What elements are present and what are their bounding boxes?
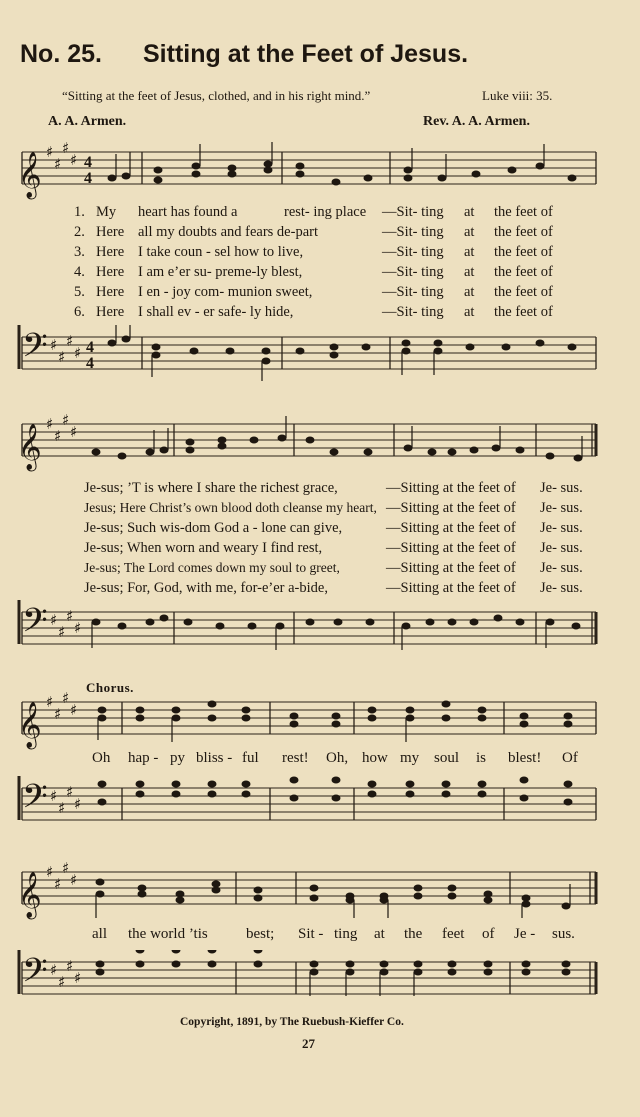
lyric: at <box>464 244 475 260</box>
svg-text:♯: ♯ <box>58 973 66 991</box>
svg-text:♯: ♯ <box>46 693 54 711</box>
system1-bass-staff <box>0 325 640 385</box>
lyric: ting <box>334 926 358 942</box>
svg-text:4: 4 <box>84 154 92 171</box>
staff-lines <box>22 788 596 820</box>
lyric: the feet of <box>494 284 553 300</box>
lyric: Here <box>96 304 125 320</box>
lyric: Je- sus. <box>540 560 583 576</box>
lyric: Je - <box>514 926 536 942</box>
svg-text:♯: ♯ <box>66 607 74 625</box>
lyric: all my doubts and fears de-part <box>138 224 318 240</box>
lyric: hap - <box>128 750 159 766</box>
svg-text:♯: ♯ <box>58 348 66 366</box>
chorus1-treble-staff <box>0 690 640 750</box>
verse-line <box>0 204 640 222</box>
lyric: rest- ing place <box>284 204 367 220</box>
lyric: —Sitting at the feet of <box>386 540 516 556</box>
lyric: Je- sus. <box>540 480 583 496</box>
svg-text:♯: ♯ <box>74 344 82 362</box>
verse-number: 1. <box>74 204 85 220</box>
verse-line <box>0 304 640 322</box>
lyric: —Sitting at the feet of <box>386 580 516 596</box>
lyric: I shall ev - er safe- ly hide, <box>138 304 294 320</box>
svg-text:♯: ♯ <box>58 623 66 641</box>
copyright-notice: Copyright, 1891, by The Ruebush-Kieffer Co. <box>180 1016 404 1028</box>
svg-text:♯: ♯ <box>74 969 82 987</box>
verse-line <box>0 520 640 538</box>
lyric: the feet of <box>494 204 553 220</box>
lyric: at <box>464 264 475 280</box>
epigraph-reference: Luke viii: 35. <box>482 88 553 103</box>
lyric: Je-sus; ’T is where I share the richest grace, <box>84 480 338 496</box>
svg-text:♯: ♯ <box>54 427 62 445</box>
page-number: 27 <box>302 1036 315 1051</box>
lyric: the <box>404 926 423 942</box>
lyric: —Sitting at the feet of <box>386 520 516 536</box>
lyric: the feet of <box>494 304 553 320</box>
svg-text:♯: ♯ <box>66 957 74 975</box>
lyric: —Sit- ting <box>382 204 444 220</box>
chorus-label: Chorus. <box>86 680 134 695</box>
verse-number: 3. <box>74 244 85 260</box>
svg-text:♯: ♯ <box>62 690 70 707</box>
treble-clef-icon: 𝄞 <box>18 702 42 748</box>
verse-line <box>0 560 640 578</box>
system2-bass-staff <box>0 600 640 660</box>
lyric: Jesus; Here Christ’s own blood doth cleanse my heart, <box>84 500 377 515</box>
lyric: Of <box>562 750 578 766</box>
svg-text:♯: ♯ <box>74 619 82 637</box>
time-signature-icon <box>84 154 92 187</box>
lyric: heart has found a <box>138 204 238 220</box>
svg-text:♯: ♯ <box>50 611 58 629</box>
lyric: sus. <box>552 926 575 942</box>
hymn-title: Sitting at the Feet of Jesus. <box>143 40 469 68</box>
lyric: best; <box>246 926 275 942</box>
lyric: Je- sus. <box>540 500 583 516</box>
notes <box>96 950 571 996</box>
svg-text:♯: ♯ <box>62 412 70 429</box>
system2-treble-staff <box>0 412 640 472</box>
svg-text:♯: ♯ <box>70 423 78 441</box>
lyric: Je-sus; Such wis-dom God a - lone can give, <box>84 520 343 536</box>
treble-clef-icon: 𝄞 <box>18 424 42 470</box>
svg-text:♯: ♯ <box>62 140 70 157</box>
lyric: at <box>374 926 385 942</box>
lyric: —Sit- ting <box>382 224 444 240</box>
svg-text:♯: ♯ <box>50 336 58 354</box>
lyricist-credit: Rev. A. A. Armen. <box>423 114 530 129</box>
lyric: —Sitting at the feet of <box>386 560 516 576</box>
hymn-number: No. 25. <box>20 40 102 68</box>
bass-clef-icon: 𝄢 <box>22 778 48 824</box>
lyric: I en - joy com- munion sweet, <box>138 284 313 300</box>
lyric: how <box>362 750 388 766</box>
bass-clef-icon: 𝄢 <box>22 602 48 648</box>
lyric: Je- sus. <box>540 540 583 556</box>
svg-text:4: 4 <box>86 355 94 372</box>
lyric: I am e’er su- preme-ly blest, <box>138 264 303 280</box>
lyric: —Sit- ting <box>382 304 444 320</box>
svg-text:♯: ♯ <box>70 701 78 719</box>
lyric: my <box>400 750 420 766</box>
lyric: Oh <box>92 750 111 766</box>
svg-text:♯: ♯ <box>46 415 54 433</box>
notes <box>92 416 583 462</box>
treble-clef-icon: 𝄞 <box>18 872 42 918</box>
lyric: —Sit- ting <box>382 284 444 300</box>
lyric: at <box>464 204 475 220</box>
lyric: My <box>96 204 117 220</box>
bass-clef-icon: 𝄢 <box>22 952 48 998</box>
lyric: rest! <box>282 750 309 766</box>
verse-line <box>0 500 640 518</box>
svg-text:♯: ♯ <box>54 705 62 723</box>
chorus2-treble-staff <box>0 860 640 920</box>
lyric: —Sitting at the feet of <box>386 500 516 516</box>
bass-clef-icon: 𝄢 <box>22 327 48 373</box>
verse-line <box>0 224 640 242</box>
verse-line <box>0 284 640 302</box>
lyric: Je-sus; The Lord comes down my soul to greet, <box>84 560 340 575</box>
lyric: of <box>482 926 495 942</box>
lyric: Je- sus. <box>540 580 583 596</box>
notes <box>98 701 573 743</box>
verse-number: 2. <box>74 224 85 240</box>
lyric: at <box>464 224 475 240</box>
chorus2-bass-staff <box>0 950 640 1010</box>
lyric: Sit - <box>298 926 324 942</box>
svg-text:♯: ♯ <box>54 155 62 173</box>
system1-treble-staff <box>0 140 640 200</box>
lyric: at <box>464 304 475 320</box>
svg-text:♯: ♯ <box>50 787 58 805</box>
svg-text:♯: ♯ <box>58 799 66 817</box>
staff-lines <box>22 612 596 644</box>
svg-text:♯: ♯ <box>66 783 74 801</box>
epigraph: “Sitting at the feet of Jesus, clothed, and in his right mind.” <box>62 88 371 103</box>
lyric: —Sitting at the feet of <box>386 480 516 496</box>
svg-text:4: 4 <box>86 339 94 356</box>
staff-lines <box>22 702 596 734</box>
svg-text:♯: ♯ <box>54 875 62 893</box>
svg-text:♯: ♯ <box>74 795 82 813</box>
lyric: Here <box>96 224 125 240</box>
lyric: I take coun - sel how to live, <box>138 244 304 260</box>
lyric: the feet of <box>494 244 553 260</box>
svg-text:♯: ♯ <box>70 871 78 889</box>
composer-credit: A. A. Armen. <box>48 114 127 129</box>
lyric: Here <box>96 284 125 300</box>
lyric: Here <box>96 244 125 260</box>
lyric: feet <box>442 926 465 942</box>
notes <box>98 777 573 806</box>
lyric: Oh, <box>326 750 349 766</box>
verse-number: 4. <box>74 264 85 280</box>
svg-text:♯: ♯ <box>66 332 74 350</box>
lyric: bliss - <box>196 750 233 766</box>
svg-text:♯: ♯ <box>46 863 54 881</box>
svg-text:♯: ♯ <box>46 143 54 161</box>
verse-line <box>0 580 640 598</box>
lyric: soul <box>434 750 460 766</box>
lyric: Je-sus; When worn and weary I find rest, <box>84 540 323 556</box>
lyric: the feet of <box>494 264 553 280</box>
verse-line <box>0 540 640 558</box>
svg-text:♯: ♯ <box>50 961 58 979</box>
svg-text:♯: ♯ <box>62 860 70 877</box>
lyric: the world ’tis <box>128 926 208 942</box>
lyric: at <box>464 284 475 300</box>
lyric: Je- sus. <box>540 520 583 536</box>
verse-number: 5. <box>74 284 85 300</box>
lyric: —Sit- ting <box>382 244 444 260</box>
chorus1-bass-staff <box>0 776 640 836</box>
time-signature-icon <box>86 339 94 372</box>
svg-text:4: 4 <box>84 170 92 187</box>
verse-number: 6. <box>74 304 85 320</box>
lyric: —Sit- ting <box>382 264 444 280</box>
lyric: py <box>170 750 185 766</box>
lyric: Here <box>96 264 125 280</box>
lyric: Je-sus; For, God, with me, for-e’er a-bide, <box>84 580 328 596</box>
lyric: the feet of <box>494 224 553 240</box>
lyric: ful <box>242 750 259 766</box>
svg-text:♯: ♯ <box>70 151 78 169</box>
verse-line <box>0 264 640 282</box>
verse-line <box>0 480 640 498</box>
notes <box>96 879 571 919</box>
verse-line <box>0 244 640 262</box>
lyric: all <box>92 926 107 942</box>
lyric: is <box>476 750 487 766</box>
lyric: blest! <box>508 750 542 766</box>
notes <box>108 142 577 186</box>
treble-clef-icon: 𝄞 <box>18 152 42 198</box>
